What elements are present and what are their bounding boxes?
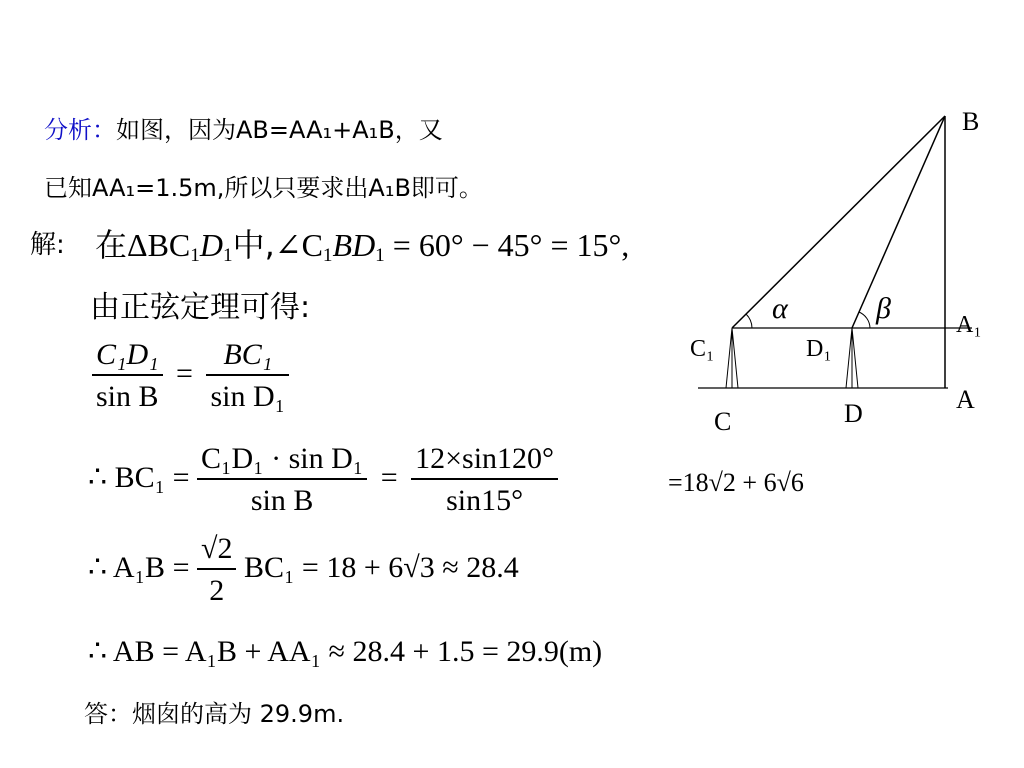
a1b-equation — [88, 532, 519, 608]
line-bc1 — [732, 116, 945, 328]
label-a: A — [956, 385, 975, 414]
sine-law-num-right: BC₁ — [206, 338, 289, 376]
analysis-text-2: 已知AA₁=1.5m,所以只要求出A₁B即可。 — [44, 174, 483, 202]
sine-law-den-left: sin B — [96, 380, 159, 413]
triangle-figure — [680, 100, 1000, 450]
solution-label: 解: — [30, 230, 65, 260]
a1b-rhs: BC₁ = 18 + 6√3 ≈ 28.4 — [243, 550, 519, 584]
instrument-d-1 — [846, 328, 852, 388]
label-c: C — [714, 407, 732, 436]
bc1-fraction-1 — [197, 442, 367, 518]
bc1-lhs: ∴ BC₁ = — [88, 460, 190, 494]
a1b-den: 2 — [209, 574, 225, 607]
analysis-line-1 — [44, 110, 443, 145]
label-c1: C₁ — [690, 336, 715, 362]
sine-law-num-left: C₁D₁ — [92, 338, 163, 376]
analysis-line-2 — [44, 168, 483, 203]
instrument-d-3 — [852, 328, 858, 388]
analysis-text-1: 如图，因为AB=AA₁+A₁B，又 — [116, 116, 443, 144]
sine-law-right-fraction — [206, 338, 289, 414]
sine-law-equation: $\frac{\text{C₁D₁}}{\text{sin B}}$ = $\frac{\text{BC₁}}{\text{sin D₁}}$ — [92, 338, 289, 414]
bc1-fraction-2 — [411, 442, 558, 518]
analysis-label: 分析： — [44, 116, 116, 144]
answer-line: 答：烟囱的高为 29.9m. — [84, 700, 345, 728]
label-a1: A₁ — [956, 312, 982, 338]
step1-rhs: = 60° − 45° = 15°, — [392, 227, 630, 263]
label-d1: D₁ — [806, 336, 832, 362]
sine-law-left-fraction — [92, 338, 163, 414]
instrument-c-1 — [726, 328, 732, 388]
solution-step-2: 由正弦定理可得: — [90, 290, 311, 325]
step1-d: D — [199, 227, 223, 263]
label-d: D — [844, 399, 863, 428]
step1-cn: 中, — [232, 226, 275, 264]
label-b: B — [962, 107, 980, 136]
bc1-result: =18√2 + 6√6 — [668, 468, 804, 497]
angle-arc-alpha — [746, 314, 752, 328]
a1b-num: √2 — [197, 532, 236, 570]
sine-law-den-right: sin D₁ — [210, 380, 286, 413]
ab-equation: ∴ AB = A₁B + AA₁ ≈ 28.4 + 1.5 = 29.9(m) — [88, 635, 603, 668]
label-alpha: α — [772, 292, 788, 325]
a1b-fraction — [197, 532, 236, 608]
a1b-lhs: ∴ A₁B = — [88, 550, 190, 584]
bc1-num-2: 12×sin120° — [411, 442, 558, 480]
label-beta: β — [876, 292, 891, 325]
angle-arc-beta — [859, 312, 870, 328]
bc1-equation: ∴ BC₁ = $\frac{\text{C₁D₁ · sin D₁}}{\text{sin B}}$ = $\frac{12\times\sin 120^\circ}{\sin 15^\circ}$ — [88, 442, 558, 518]
step1-angle: ∠C — [274, 227, 323, 263]
instrument-c-3 — [732, 328, 738, 388]
step1-angle-2: BD — [332, 227, 376, 263]
solution-step-1: 在$\Delta BC_1D_1$中$,\angle C_1BD_1 = 60^\circ - 45^\circ = 15^\circ$, — [95, 226, 630, 266]
bc1-den-2: sin15° — [446, 484, 524, 517]
step1-text: 在ΔBC — [95, 227, 191, 263]
bc1-den-1: sin B — [250, 484, 314, 517]
bc1-num-1: C₁D₁ · sin D₁ — [197, 442, 367, 480]
line-bd1 — [852, 116, 945, 328]
